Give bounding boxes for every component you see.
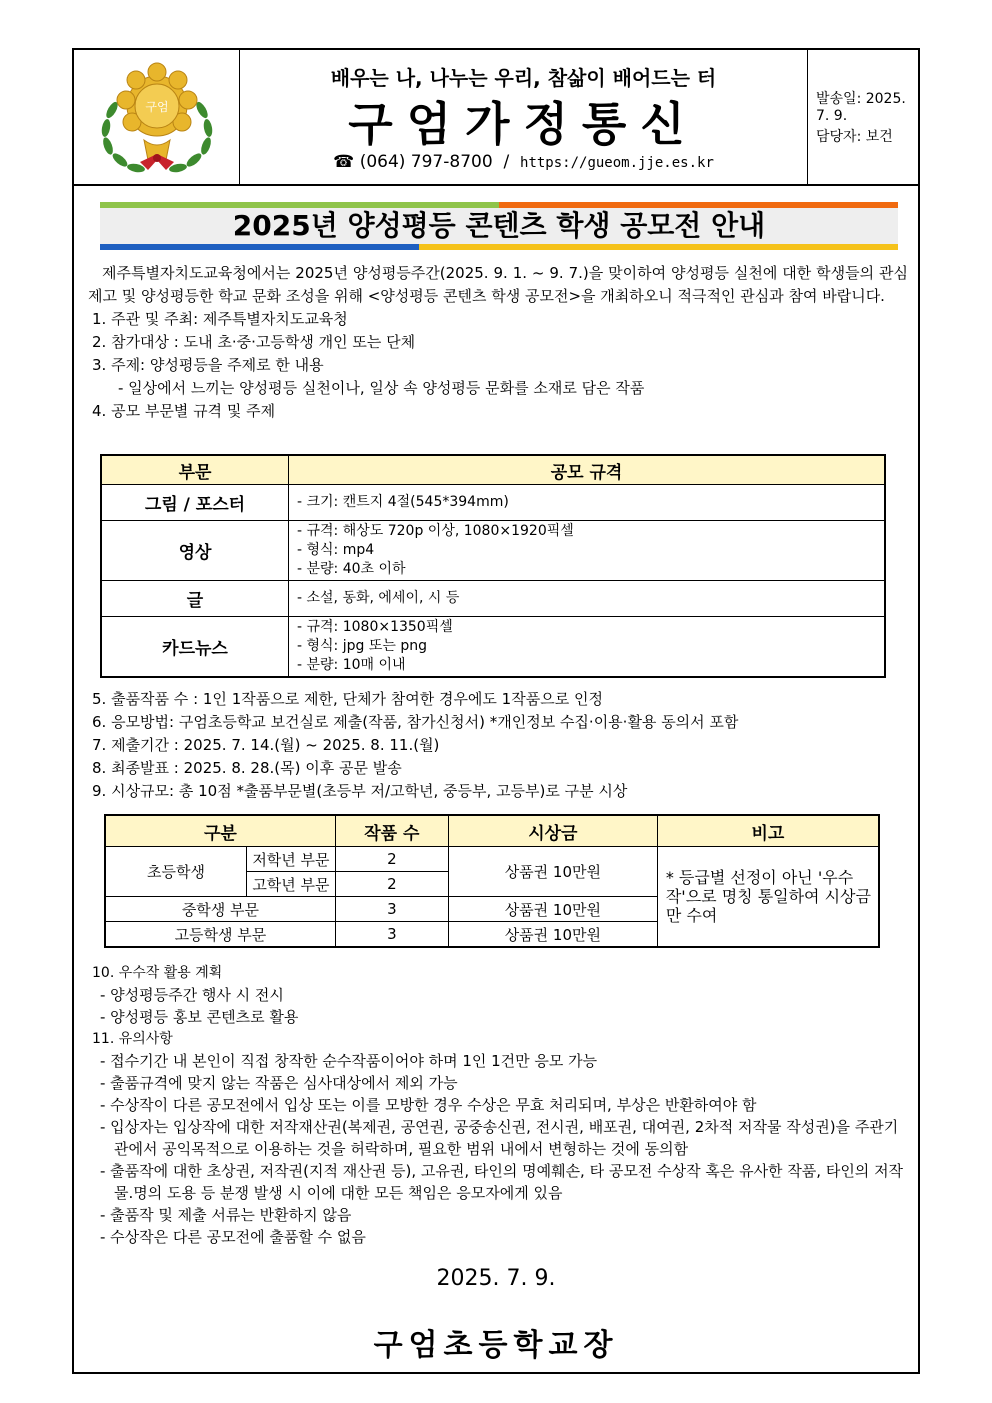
- table-row: [105, 847, 879, 872]
- spec-cell: [289, 485, 886, 521]
- spec-cell: [289, 521, 886, 581]
- spec-line: - 분량: 10매 이내: [297, 656, 406, 673]
- header: [74, 50, 918, 186]
- masthead: [240, 50, 808, 184]
- award-table-header: [105, 815, 879, 847]
- table-row: [101, 521, 885, 581]
- item-7: 7. 제출기간 : 2025. 7. 14.(월) ~ 2025. 8. 11.(월): [92, 736, 440, 754]
- award-elementary: 초등학생: [105, 847, 247, 897]
- document-title: 2025년 양성평등 콘텐츠 학생 공모전 안내: [100, 208, 898, 244]
- item-2: 2. 참가대상 : 도내 초·중·고등학생 개인 또는 단체: [92, 333, 416, 351]
- issue-date: 발송일: 2025. 7. 9.: [816, 91, 906, 124]
- award-header-division: 구분: [105, 815, 335, 847]
- contact-line: [240, 152, 807, 172]
- title-bottom-rule: [100, 244, 898, 250]
- award-division: 고학년 부문: [247, 872, 336, 897]
- award-note: * 등급별 선정이 아닌 '우수작'으로 명칭 통일하여 시상금만 수여: [657, 847, 879, 948]
- signer: 구엄초등학교장: [373, 1328, 619, 1363]
- document-frame: [72, 48, 920, 1374]
- item-10-sub: - 양성평등 홍보 콘텐츠로 활용: [100, 1008, 299, 1026]
- spec-category: 영상: [101, 521, 289, 581]
- phone-number: ☎ (064) 797-8700: [333, 152, 493, 172]
- item-11-sub: - 출품작 및 제출 서류는 반환하지 않음: [100, 1206, 352, 1224]
- award-header-note: 비고: [657, 815, 879, 847]
- item-6: 6. 응모방법: 구엄초등학교 보건실로 제출(작품, 참가신청서) *개인정보 수집·이용·활용 동의서 포함: [92, 713, 739, 731]
- spec-table: [100, 454, 886, 678]
- spec-header-category: 부문: [101, 455, 289, 485]
- table-row: [101, 485, 885, 521]
- table-row: [101, 581, 885, 617]
- document-body-bottom: [88, 962, 908, 1248]
- item-11-sub: - 수상작이 다른 공모전에서 입상 또는 이를 모방한 경우 수상은 무효 처리되며, 부상은 반환하여야 함: [100, 1096, 757, 1114]
- spec-line: - 크기: 캔트지 4절(545*394mm): [297, 494, 509, 510]
- school-emblem-icon: [74, 50, 240, 184]
- award-prize: 상품권 10만원: [448, 897, 657, 922]
- award-count: 3: [335, 897, 448, 922]
- item-9: 9. 시상규모: 총 10점 *출품부문별(초등부 저/고학년, 중등부, 고등부)로 구분 시상: [92, 782, 628, 800]
- spec-line: - 규격: 1080×1350픽셀: [297, 618, 453, 635]
- item-11: 11. 유의사항: [92, 1031, 173, 1047]
- award-count: 3: [335, 922, 448, 948]
- award-header-prize: 시상금: [448, 815, 657, 847]
- spec-cell: [289, 581, 886, 617]
- spec-cell: [289, 617, 886, 677]
- item-1: 1. 주관 및 주최: 제주특별자치도교육청: [92, 310, 348, 328]
- item-10-sub: - 양성평등주간 행사 시 전시: [100, 986, 284, 1004]
- item-3-sub: - 일상에서 느끼는 양성평등 실천이나, 일상 속 양성평등 문화를 소재로 담은 작품: [118, 379, 645, 397]
- spec-header-spec: 공모 규격: [289, 455, 886, 485]
- item-5: 5. 출품작품 수 : 1인 1작품으로 제한, 단체가 참여한 경우에도 1작품으로 인정: [92, 690, 603, 708]
- award-count: 2: [335, 847, 448, 872]
- emblem-text: 구엄: [145, 100, 169, 114]
- item-11-sub: - 출품작에 대한 초상권, 저작권(지적 재산권 등), 고유권, 타인의 명예훼손, 타 공모전 수상작 혹은 유사한 작품, 타인의 저작물.명의 도용 등 분쟁 발생 시 이에 대한 모든 책임은 응모자에게 있음: [100, 1162, 904, 1202]
- item-4: 4. 공모 부문별 규격 및 주제: [92, 402, 276, 420]
- spec-category: 그림 / 포스터: [101, 485, 289, 521]
- document-body: [88, 262, 908, 423]
- spec-line: - 규격: 해상도 720p 이상, 1080×1920픽셀: [297, 523, 574, 539]
- title-banner: [100, 202, 898, 250]
- school-motto: 배우는 나, 나누는 우리, 참삶이 배어드는 터: [330, 66, 717, 90]
- item-8: 8. 최종발표 : 2025. 8. 28.(목) 이후 공문 발송: [92, 759, 402, 777]
- spec-line: - 분량: 40초 이하: [297, 561, 406, 577]
- spec-line: - 소설, 동화, 에세이, 시 등: [297, 590, 460, 606]
- issue-meta: [808, 50, 918, 184]
- award-division: 중학생 부문: [105, 897, 335, 922]
- document-date: 2025. 7. 9.: [436, 1266, 556, 1291]
- spec-line: - 형식: mp4: [297, 542, 375, 558]
- award-prize: 상품권 10만원: [448, 922, 657, 948]
- spec-table-header: [101, 455, 885, 485]
- award-division: 저학년 부문: [247, 847, 336, 872]
- award-prize: 상품권 10만원: [448, 847, 657, 897]
- newsletter-title: 구엄가정통신: [348, 97, 699, 151]
- school-url[interactable]: https://gueom.jje.es.kr: [520, 155, 714, 171]
- item-3: 3. 주제: 양성평등을 주제로 한 내용: [92, 356, 324, 374]
- item-11-sub: - 입상자는 입상작에 대한 저작재산권(복제권, 공연권, 공중송신권, 전시권, 배포권, 대여권, 2차적 저작물 작성권)을 주관기관에서 공익목적으로 이용하는 것을 허락하며, 필요한 범위 내에서 변형하는 것에 동의함: [100, 1118, 899, 1158]
- intro-paragraph: 제주특별자치도교육청에서는 2025년 양성평등주간(2025. 9. 1. ~ 9. 7.)을 맞이하여 양성평등 실천에 대한 학생들의 관심 제고 및 양성평등한 학교 문화 조성을 위해 <양성평등 콘텐츠 학생 공모전>을 개최하오니 적극적인 관심과 참여 바랍니다.: [88, 264, 908, 305]
- award-count: 2: [335, 872, 448, 897]
- item-11-sub: - 출품규격에 맞지 않는 작품은 심사대상에서 제외 가능: [100, 1074, 458, 1092]
- contact-separator: /: [503, 152, 510, 172]
- document-body-mid: [88, 688, 908, 803]
- award-header-count: 작품 수: [335, 815, 448, 847]
- spec-category: 글: [101, 581, 289, 617]
- award-division: 고등학생 부문: [105, 922, 335, 948]
- item-11-sub: - 접수기간 내 본인이 직접 창작한 순수작품이어야 하며 1인 1건만 응모 가능: [100, 1052, 598, 1070]
- spec-line: - 형식: jpg 또는 png: [297, 637, 427, 654]
- item-11-sub: - 수상작은 다른 공모전에 출품할 수 없음: [100, 1228, 366, 1246]
- spec-category: 카드뉴스: [101, 617, 289, 677]
- table-row: [101, 617, 885, 677]
- award-table: [104, 814, 880, 948]
- item-10: 10. 우수작 활용 계획: [92, 965, 223, 981]
- manager: 담당자: 보건: [816, 129, 893, 145]
- logo-cell: [74, 50, 240, 184]
